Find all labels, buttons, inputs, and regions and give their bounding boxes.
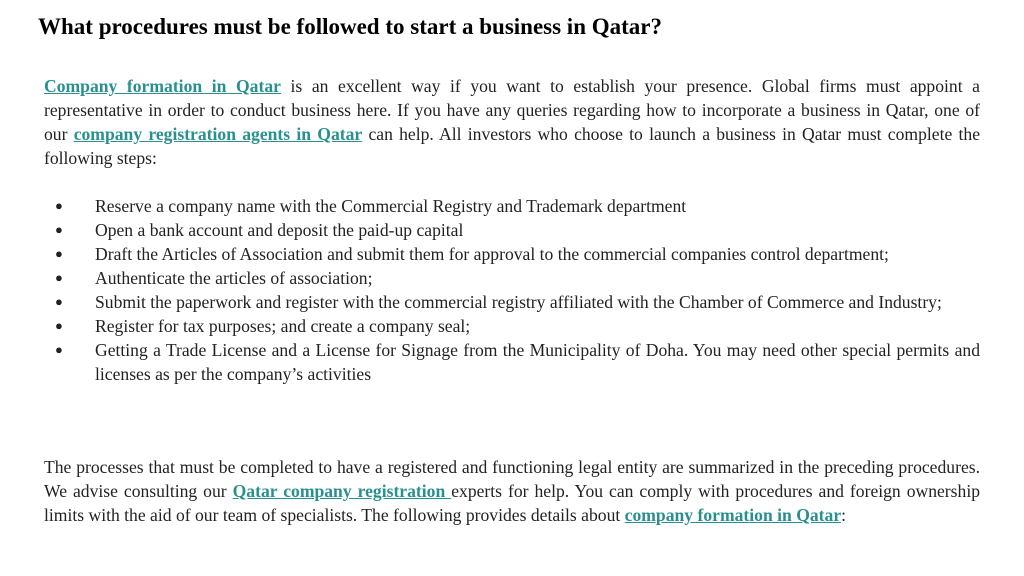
closing-text-2: experts for help. You can comply with procedures and foreign ownership limits with the aid of our team of specialists. The following provides details about <box>44 481 980 525</box>
list-item-text: Getting a Trade License and a License for Signage from the Municipality of Doha. You may need other special permits and licenses as per the company’s activities <box>95 340 980 384</box>
list-item-text: Submit the paperwork and register with the commercial registry affiliated with the Chamber of Commerce and Industry; <box>95 292 942 312</box>
bullet-icon: ● <box>55 318 63 333</box>
company-formation-link-2[interactable]: company formation in Qatar <box>624 505 842 525</box>
company-formation-link[interactable]: Company formation in Qatar <box>44 76 281 96</box>
bullet-icon: ● <box>55 222 63 237</box>
intro-text-1: is an excellent way if you want to establish your presence. Global firms must appoint a representative in order to conduct business here. If you have any queries regarding how to incorporate a business in Qatar, one of our <box>44 76 980 144</box>
qatar-company-registration-link[interactable]: Qatar company registration <box>232 481 452 501</box>
list-item <box>44 314 980 338</box>
bullet-icon: ● <box>55 246 63 261</box>
steps-list <box>44 194 980 386</box>
closing-text-3: : <box>841 505 847 525</box>
list-item <box>44 242 980 266</box>
list-item-text: Draft the Articles of Association and submit them for approval to the commercial companies control department; <box>95 244 889 264</box>
closing-paragraph <box>44 455 980 527</box>
closing-text-1: The processes that must be completed to have a registered and functioning legal entity are summarized in the preceding procedures. We advise consulting our <box>44 457 980 501</box>
list-item <box>44 218 980 242</box>
bullet-icon: ● <box>55 198 63 213</box>
intro-paragraph <box>44 74 980 170</box>
list-item-text: Open a bank account and deposit the paid-up capital <box>95 220 464 240</box>
registration-agents-link[interactable]: company registration agents in Qatar <box>73 124 363 144</box>
page-title: What procedures must be followed to start a business in Qatar? <box>38 14 662 39</box>
list-item-text: Register for tax purposes; and create a company seal; <box>95 316 471 336</box>
bullet-icon: ● <box>55 294 63 309</box>
intro-text-2: can help. All investors who choose to launch a business in Qatar must complete the following steps: <box>44 124 981 168</box>
list-item-text: Reserve a company name with the Commercial Registry and Trademark department <box>95 196 687 216</box>
list-item <box>44 266 980 290</box>
bullet-icon: ● <box>55 270 63 285</box>
list-item <box>44 290 980 314</box>
list-item <box>44 338 980 386</box>
bullet-icon: ● <box>55 342 63 357</box>
list-item-text: Authenticate the articles of association; <box>95 268 373 288</box>
list-item <box>44 194 980 218</box>
